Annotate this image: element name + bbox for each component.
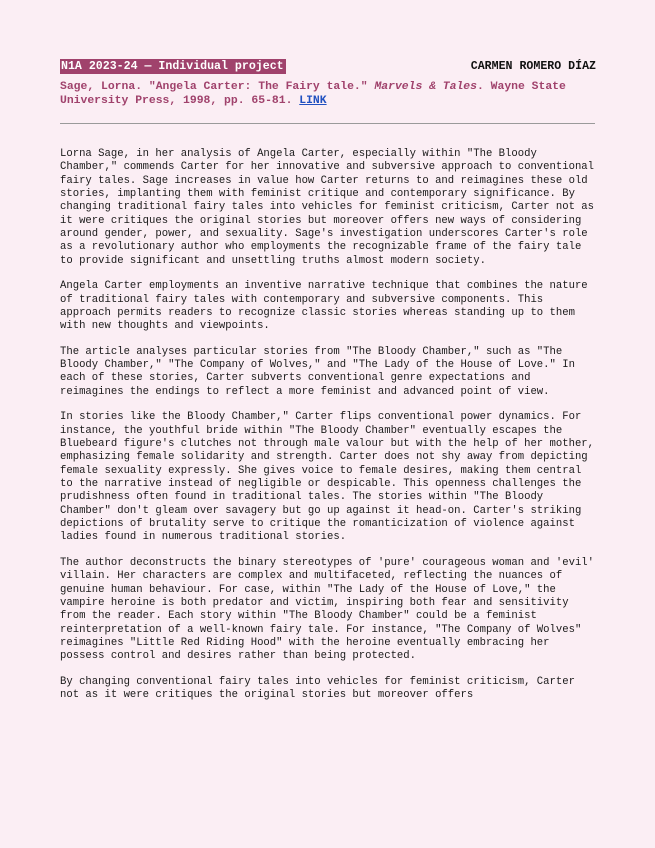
course-label: N1A 2023-24 — Individual project: [61, 60, 284, 73]
paragraph: The article analyses particular stories from "The Bloody Chamber," such as "The Bloody Chamber," "The Company of Wolves," and "The Lady of the House of Love." In each of these stories, Carter subverts conventional genre expectations and reimagines the endings to reflect a more feminist and advanced point of view.: [60, 345, 575, 398]
paragraph: Lorna Sage, in her analysis of Angela Carter, especially within "The Bloody Chamber," commends Carter for her innovative and subversive approach to conventional fairy tales. Sage increases in value how Carter returns to and reimagines these old stories, implanting them with feminist critique and contemporary significance. By changing traditional fairy tales into vehicles for feminist criticism, Carter not as it were critiques the original stories but moreover offers new ways of considering around gender, power, and sexuality. Sage's investigation underscores Carter's role as a revolutionary author who employments the recognizable frame of the fairy tale to provide significant and unsettling truths almost modern society.: [60, 148, 595, 267]
author-name: CARMEN ROMERO DÍAZ: [470, 60, 596, 73]
paragraph: Angela Carter employments an inventive narrative technique that combines the nature of traditional fairy tales with contemporary and subversive components. This approach permits readers to recognize classic stories whereas standing up to them with new thoughts and viewpoints.: [60, 280, 588, 333]
citation-journal: Marvels & Tales: [374, 81, 477, 93]
header-row: [60, 59, 596, 74]
divider: [60, 123, 595, 124]
body-text: [60, 148, 600, 715]
paragraph: In stories like the Bloody Chamber," Carter flips conventional power dynamics. For instance, the youthful bride within "The Bloody Chamber" eventually escapes the Bluebeard figure's clutches not through male valour but with the help of her mother, emphasizing female solidarity and strength. Carter does not shy away from depicting female sexuality expressly. She gives voice to female desires, making them central to the narrative instead of negligible or despicable. This openness challenges the prudishness often found in traditional tales. The stories within "The Bloody Chamber" don't gleam over savagery but go up against it head-on. Carter's striking depictions of brutality serve to critique the romanticization of violence against ladies found in numerous traditional stories.: [60, 411, 595, 544]
citation-prefix: Sage, Lorna. "Angela Carter: The Fairy tale.": [60, 81, 375, 93]
citation-suffix: . Wayne State University Press, 1998, pp. 65-81.: [60, 81, 566, 107]
paragraph: The author deconstructs the binary stereotypes of 'pure' courageous woman and 'evil' villain. Her characters are complex and multifaceted, reflecting the nuances of genuine human behaviour. For case, within "The Lady of the House of Love," the vampire heroine is both predator and victim, inspiring both fear and sensitivity from the reader. Each story within "The Bloody Chamber" could be a feminist reinterpretation of a well-known fairy tale. For instance, "The Company of Wolves" reimagines "Little Red Riding Hood" with the heroine eventually embracing her possess control and desires rather than being protected.: [60, 557, 595, 663]
citation: [60, 81, 600, 108]
citation-link[interactable]: LINK: [299, 94, 327, 107]
paragraph: By changing conventional fairy tales into vehicles for feminist criticism, Carter not as it were critiques the original stories but moreover offers: [60, 675, 575, 702]
